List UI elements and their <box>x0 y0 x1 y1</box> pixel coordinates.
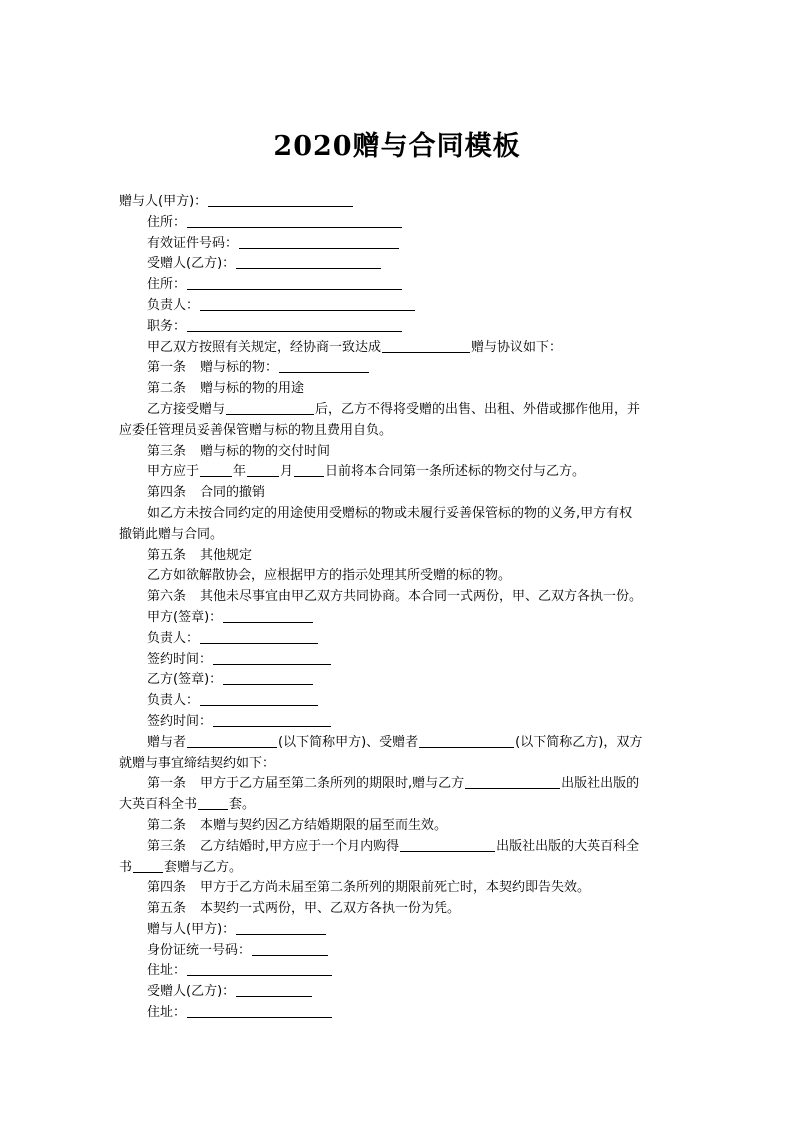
text: 套赠与乙方。 <box>164 859 243 875</box>
text: 受赠人(乙方)： <box>147 256 236 272</box>
text-line <box>119 275 679 296</box>
text: 出版社出版的大英百科全 <box>496 838 640 854</box>
blank-field <box>187 733 277 748</box>
article-number: 第二条 <box>147 817 187 833</box>
text-line <box>119 213 679 234</box>
text: 住所： <box>147 214 187 230</box>
text-line <box>119 317 679 338</box>
text-line <box>119 504 679 525</box>
text: 赠与人(甲方)： <box>147 921 236 937</box>
text-line <box>119 982 679 1003</box>
text-line <box>119 400 679 421</box>
text-line <box>119 712 679 733</box>
text: 出版社出版的 <box>561 776 640 792</box>
text: 负责人： <box>147 693 200 709</box>
blank-field <box>208 192 353 207</box>
text: 赠与标的物： <box>200 360 279 376</box>
text-line <box>119 546 679 567</box>
article-number: 第四条 <box>147 880 187 896</box>
blank-field <box>226 400 314 415</box>
text: 住址： <box>147 963 187 979</box>
text-line <box>119 920 679 941</box>
text-line <box>119 858 679 879</box>
document-body <box>119 192 679 1024</box>
article-number: 第四条 <box>147 485 187 501</box>
text: 本赠与契约因乙方结婚期限的届至而生效。 <box>200 817 448 833</box>
text: 就赠与事宜缔结契约如下： <box>119 755 276 771</box>
text: 签约时间： <box>147 651 213 667</box>
text: 撤销此赠与合同。 <box>119 526 224 542</box>
text: 应委任管理员妥善保管赠与标的物且费用自负。 <box>119 422 393 438</box>
blank-field <box>200 691 318 706</box>
text-line <box>119 358 679 379</box>
text: 身份证统一号码： <box>147 942 252 958</box>
text: 甲方应于 <box>147 464 200 480</box>
blank-field <box>236 920 326 935</box>
text-line <box>119 483 679 504</box>
text: 套。 <box>229 797 256 813</box>
blank-field <box>247 462 279 477</box>
text: 本契约一式两份，甲、乙双方各执一份为凭。 <box>200 901 461 917</box>
text-line <box>119 733 679 754</box>
text: 赠与标的物的交付时间 <box>200 443 331 459</box>
article-number: 第五条 <box>147 547 187 563</box>
text: 负责人： <box>147 630 200 646</box>
text-line <box>119 961 679 982</box>
text: 住所： <box>147 277 187 293</box>
blank-field <box>236 982 312 997</box>
text: 赠与人(甲方)： <box>119 194 208 209</box>
text: 住址： <box>147 1005 187 1021</box>
text-line <box>119 525 679 546</box>
blank-field <box>133 858 163 873</box>
text-line <box>119 899 679 920</box>
text: 甲方(签章)： <box>147 609 223 625</box>
article-number: 第一条 <box>147 776 187 792</box>
text-line <box>119 816 679 837</box>
text-line <box>119 837 679 858</box>
text-line <box>119 442 679 463</box>
blank-field <box>236 254 381 269</box>
blank-field <box>382 338 470 353</box>
text: 乙方接受赠与 <box>147 401 226 417</box>
text-line <box>119 608 679 629</box>
text-line <box>119 774 679 795</box>
text: 赠与者 <box>147 734 187 750</box>
text: 书 <box>119 859 133 875</box>
text: 赠与标的物的用途 <box>200 381 305 397</box>
text-line <box>119 795 679 816</box>
article-number: 第五条 <box>147 901 187 917</box>
blank-field <box>279 358 369 373</box>
text: 签约时间： <box>147 713 213 729</box>
blank-field <box>239 234 399 249</box>
text: 甲乙双方按照有关规定，经协商一致达成 <box>147 339 382 355</box>
text-line <box>119 338 679 359</box>
text: 如乙方未按合同约定的用途使用受赠标的物或未履行妥善保管标的物的义务,甲方有权 <box>147 505 633 521</box>
blank-field <box>200 629 318 644</box>
text-line <box>119 587 679 608</box>
text: 受赠人(乙方)： <box>147 984 236 1000</box>
article-number: 第一条 <box>147 360 187 376</box>
article-number: 第六条 <box>147 589 187 605</box>
blank-field <box>187 213 402 228</box>
text-line <box>119 566 679 587</box>
text-line <box>119 192 679 213</box>
text-line <box>119 462 679 483</box>
text-line <box>119 296 679 317</box>
blank-field <box>465 774 560 789</box>
text: 乙方(签章)： <box>147 672 223 688</box>
text: 乙方如欲解散协会，应根据甲方的指示处理其所受赠的标的物。 <box>147 568 512 584</box>
text-line <box>119 379 679 400</box>
blank-field <box>187 961 332 976</box>
text: 其他未尽事宜由甲乙双方共同协商。本合同一式两份，甲、乙双方各执一份。 <box>200 589 643 605</box>
text-line <box>119 650 679 671</box>
text: (以下简称甲方)、受赠者 <box>278 734 419 750</box>
text: (以下简称乙方)，双方 <box>515 734 643 750</box>
blank-field <box>200 296 415 311</box>
text-line <box>119 670 679 691</box>
text: 甲方于乙方尚未届至第二条所列的期限前死亡时，本契约即告失效。 <box>200 880 591 896</box>
text: 后，乙方不得将受赠的出售、出租、外借或挪作他用，并 <box>315 401 641 417</box>
text: 月 <box>280 464 294 480</box>
text-line <box>119 234 679 255</box>
article-number: 第二条 <box>147 381 187 397</box>
blank-field <box>294 462 324 477</box>
blank-field <box>213 650 331 665</box>
text: 职务： <box>147 318 187 334</box>
text: 合同的撤销 <box>200 485 266 501</box>
text-line <box>119 629 679 650</box>
article-number: 第三条 <box>147 443 187 459</box>
blank-field <box>223 670 313 685</box>
text: 有效证件号码： <box>147 235 239 251</box>
text: 甲方于乙方届至第二条所列的期限时,赠与乙方 <box>200 776 465 792</box>
document-title: 2020赠与合同模板 <box>273 131 521 162</box>
text-line <box>119 1003 679 1024</box>
blank-field <box>400 837 495 852</box>
text: 日前将本合同第一条所述标的物交付与乙方。 <box>325 464 586 480</box>
blank-field <box>187 317 402 332</box>
text-line <box>119 421 679 442</box>
blank-field <box>200 462 232 477</box>
blank-field <box>187 275 402 290</box>
blank-field <box>252 941 328 956</box>
blank-field <box>419 733 514 748</box>
text-line <box>119 754 679 775</box>
text-line <box>119 878 679 899</box>
text-line <box>119 254 679 275</box>
article-number: 第三条 <box>147 838 187 854</box>
text: 年 <box>233 464 247 480</box>
blank-field <box>198 795 228 810</box>
text: 其他规定 <box>200 547 253 563</box>
blank-field <box>187 1003 332 1018</box>
text-line <box>119 941 679 962</box>
blank-field <box>213 712 331 727</box>
blank-field <box>223 608 313 623</box>
text: 赠与协议如下： <box>471 339 563 355</box>
text: 大英百科全书 <box>119 797 198 813</box>
text: 负责人： <box>147 297 200 313</box>
text: 乙方结婚时,甲方应于一个月内购得 <box>200 838 400 854</box>
text-line <box>119 691 679 712</box>
